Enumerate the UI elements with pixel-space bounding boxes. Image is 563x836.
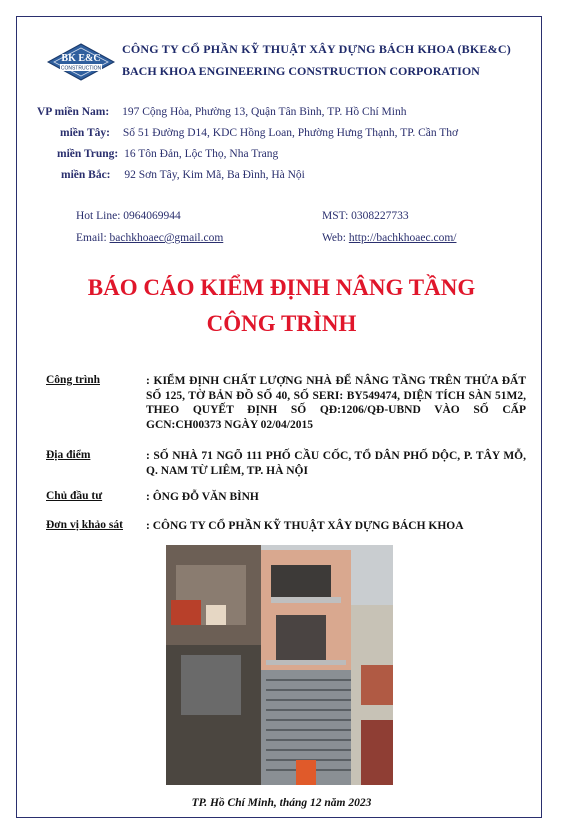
office-west-label: miền Tây: [60,127,110,139]
field-investor-value: : ÔNG ĐỖ VĂN BÌNH [146,491,259,503]
report-title-line1: BÁO CÁO KIỂM ĐỊNH NÂNG TẦNG [87,275,476,300]
website-label: Web: [322,232,346,244]
office-central [57,148,278,160]
website [322,232,456,244]
company-name-en: BACH KHOA ENGINEERING CONSTRUCTION CORPORATION [122,64,480,78]
company-logo [46,42,116,82]
office-west [60,127,458,139]
email-link[interactable]: bachkhoaec@gmail.com [109,232,224,244]
field-project-label: Công trình [46,374,100,386]
office-south [37,106,406,118]
tax-code [322,210,409,222]
tax-code-value: 0308227733 [351,210,409,222]
office-south-label: VP miền Nam: [37,106,110,118]
logo-sub: CONSTRUCTION [60,65,102,72]
office-north [61,169,305,181]
report-title-line2: CÔNG TRÌNH [206,311,357,336]
hotline [76,210,181,222]
field-project-value: : KIỂM ĐỊNH CHẤT LƯỢNG NHÀ ĐỂ NÂNG TẦNG TRÊN THỬA ĐẤT SỐ 125, TỜ BẢN ĐỒ SỐ 40, SỐ SERI: BY549474, DIỆN TÍCH SÀN 51M2, THEO QUYẾT ĐỊNH SỐ QĐ:1206/QĐ-UBND VÀO SỐ CẤP GCN:CH00373 NGÀY 02/04/2015 [146,375,526,431]
field-investor-label: Chủ đầu tư [46,490,103,502]
office-central-label: miền Trung: [57,148,119,160]
office-north-address: 92 Sơn Tây, Kim Mã, Ba Đình, Hà Nội [124,169,305,181]
building-photo [166,545,393,785]
field-surveyor-value: : CÔNG TY CỔ PHẦN KỸ THUẬT XÂY DỰNG BÁCH KHOA [146,520,464,532]
company-name-vn: CÔNG TY CỔ PHẦN KỸ THUẬT XÂY DỰNG BÁCH KHOA (BKE&C) [122,42,511,56]
date-caption: TP. Hồ Chí Minh, tháng 12 năm 2023 [191,797,372,809]
office-north-label: miền Bắc: [61,169,111,181]
tax-code-label: MST: [322,210,349,222]
logo-text: BK E&C [61,53,101,64]
field-surveyor-label: Đơn vị khảo sát [46,519,123,531]
website-link[interactable]: http://bachkhoaec.com/ [348,232,457,244]
hotline-label: Hot Line: [76,210,121,222]
email [76,232,223,244]
email-label: Email: [76,232,107,244]
field-location-value: : SỐ NHÀ 71 NGÕ 111 PHỐ CẦU CỐC, TỔ DÂN PHỐ DỘC, P. TÂY MỖ, Q. NAM TỪ LIÊM, TP. HÀ NỘI [146,450,526,477]
office-central-address: 16 Tôn Đản, Lộc Thọ, Nha Trang [124,148,279,160]
office-south-address: 197 Cộng Hòa, Phường 13, Quận Tân Bình, TP. Hồ Chí Minh [122,106,407,118]
office-west-address: Số 51 Đường D14, KDC Hồng Loan, Phường Hưng Thạnh, TP. Cần Thơ [122,127,459,139]
hotline-number: 0964069944 [123,210,181,222]
field-location-label: Địa điểm [46,449,91,461]
